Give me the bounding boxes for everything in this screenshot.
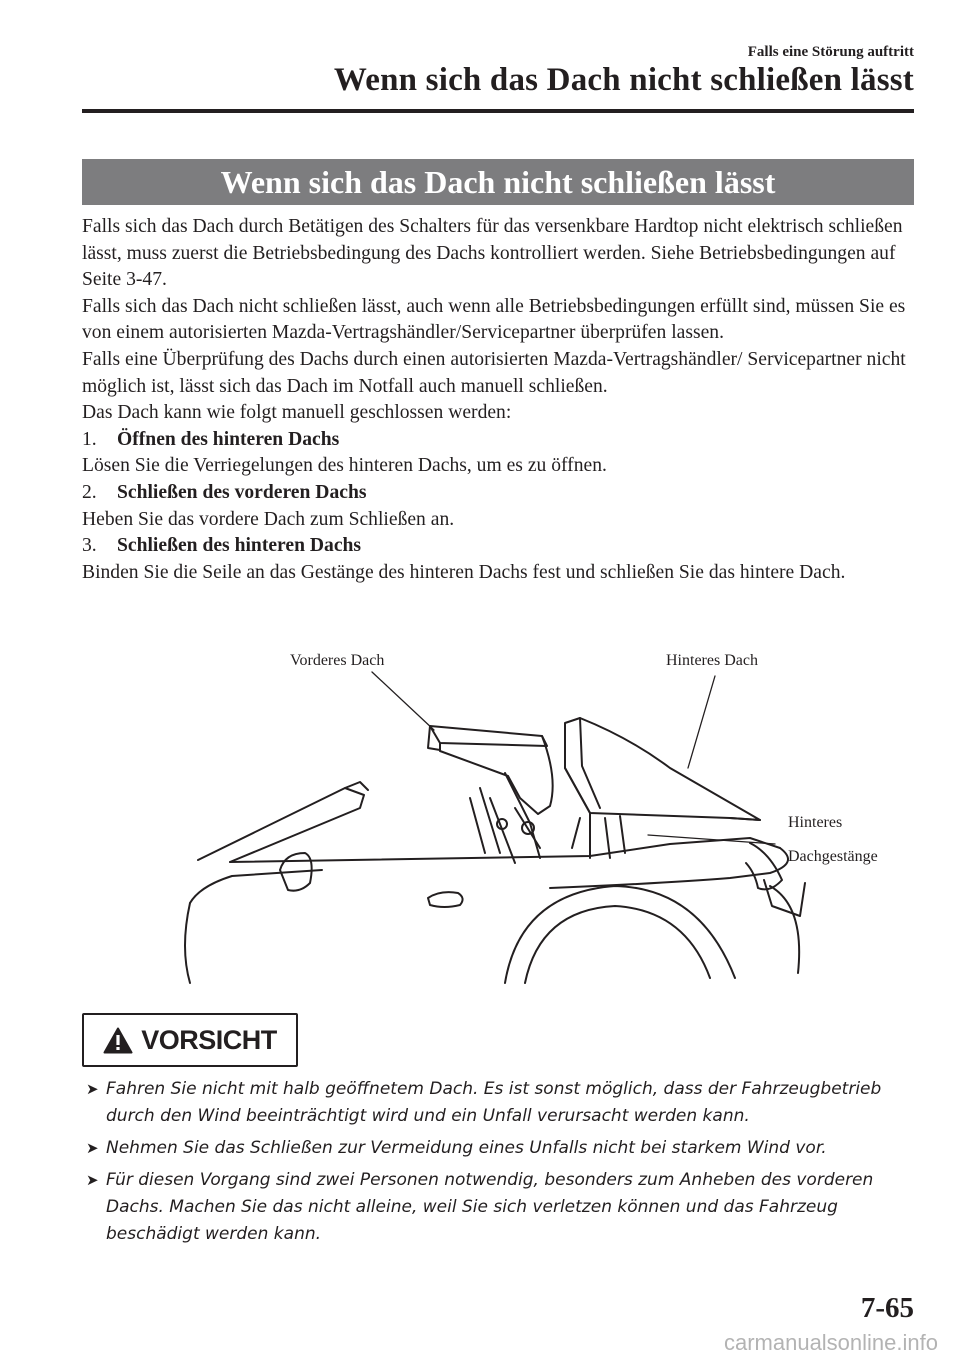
callout-rear-linkage-line2: Dachgestänge bbox=[788, 848, 878, 865]
caution-text: Fahren Sie nicht mit halb geöffnetem Dach. Es ist sonst möglich, dass der Fahrzeugbetrieb durch den Wind beeinträchtigt wird und ein Unfall verursacht werden kann. bbox=[106, 1079, 882, 1126]
caution-text: Für diesen Vorgang sind zwei Personen notwendig, besonders zum Anheben des vorderen Dachs. Machen Sie das nicht alleine, weil Sie sich verletzen können und das Fahrzeug beschädigt werden kann. bbox=[106, 1170, 874, 1244]
step-1 bbox=[82, 427, 916, 480]
watermark: carmanualsonline.info bbox=[723, 1330, 938, 1355]
paragraph-1: Falls sich das Dach durch Betätigen des Schalters für das versenkbare Hardtop nicht elektrisch schließen lässt, muss zuerst die Betriebsbedingung des Dachs kontrolliert werden. Siehe Betriebsbedingungen auf Seite 3-47. bbox=[82, 216, 903, 291]
caution-item bbox=[86, 1076, 916, 1130]
arrow-bullet-icon: ➤ bbox=[86, 1139, 99, 1157]
step-2 bbox=[82, 480, 916, 533]
step-title: Schließen des vorderen Dachs bbox=[117, 481, 367, 503]
step-number: 1. bbox=[82, 428, 97, 450]
paragraph-2: Falls sich das Dach nicht schließen lässt, auch wenn alle Betriebsbedingungen erfüllt sind, müssen Sie es von einem autorisierten Mazda-Vertragshändler/Servicepartner überprüfen lassen. bbox=[82, 295, 906, 344]
caution-item bbox=[86, 1167, 916, 1248]
header-subtitle: Falls eine Störung auftritt bbox=[747, 44, 914, 60]
paragraph-4: Das Dach kann wie folgt manuell geschlossen werden: bbox=[82, 402, 512, 424]
callout-front-roof: Vorderes Dach bbox=[290, 652, 385, 669]
step-number: 2. bbox=[82, 481, 97, 503]
header-rule bbox=[82, 109, 914, 113]
warning-triangle-icon bbox=[103, 1027, 133, 1054]
callout-rear-linkage-line1: Hinteres bbox=[788, 814, 843, 831]
paragraph-3: Falls eine Überprüfung des Dachs durch einen autorisierten Mazda-Vertragshändler/ Servicepartner nicht möglich ist, lässt sich das Dach im Notfall auch manuell schließen. bbox=[82, 348, 906, 397]
caution-text: Nehmen Sie das Schließen zur Vermeidung eines Unfalls nicht bei starkem Wind vor. bbox=[106, 1138, 827, 1158]
caution-item bbox=[86, 1135, 916, 1162]
step-description: Binden Sie die Seile an das Gestänge des hinteren Dachs fest und schließen Sie das hintere Dach. bbox=[82, 561, 846, 583]
car-roof-diagram bbox=[110, 648, 910, 998]
arrow-bullet-icon: ➤ bbox=[86, 1080, 99, 1098]
arrow-bullet-icon: ➤ bbox=[86, 1171, 99, 1189]
step-title: Schließen des hinteren Dachs bbox=[117, 535, 362, 557]
step-3 bbox=[82, 533, 916, 586]
body-text bbox=[82, 214, 916, 586]
section-title: Wenn sich das Dach nicht schließen lässt bbox=[82, 159, 914, 205]
callout-rear-roof: Hinteres Dach bbox=[666, 652, 758, 669]
caution-list bbox=[86, 1076, 916, 1253]
caution-label: VORSICHT bbox=[141, 1024, 277, 1055]
caution-heading bbox=[82, 1013, 298, 1067]
step-description: Lösen Sie die Verriegelungen des hinteren Dachs, um es zu öffnen. bbox=[82, 455, 607, 477]
step-description: Heben Sie das vordere Dach zum Schließen an. bbox=[82, 508, 455, 530]
page-number: 7-65 bbox=[860, 1292, 914, 1324]
header-title: Wenn sich das Dach nicht schließen lässt bbox=[333, 62, 914, 98]
step-number: 3. bbox=[82, 535, 97, 557]
step-title: Öffnen des hinteren Dachs bbox=[117, 428, 340, 450]
